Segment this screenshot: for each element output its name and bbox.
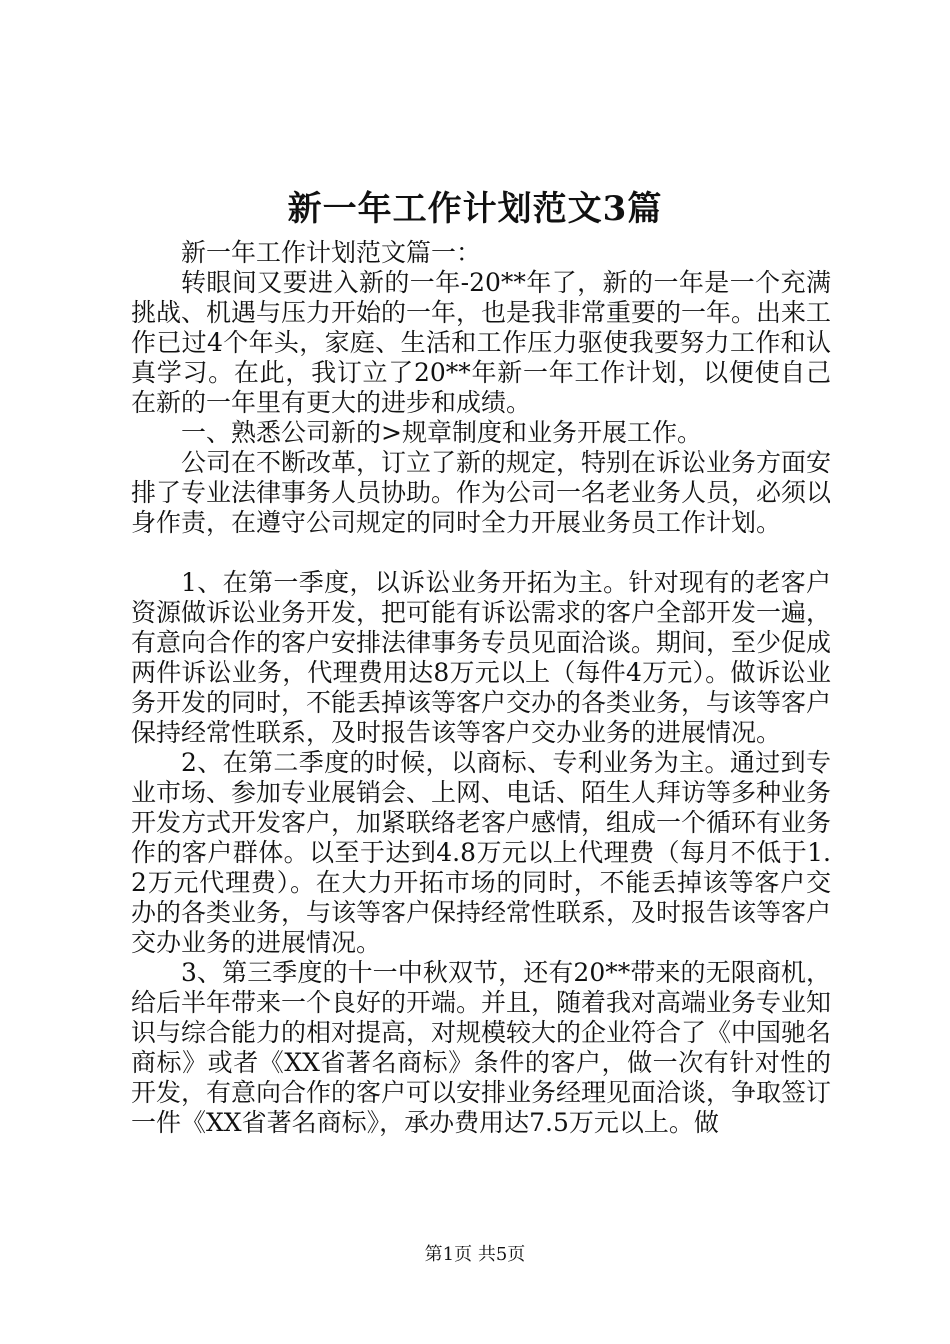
paragraph: 2、在第二季度的时候，以商标、专利业务为主。通过到专业市场、参加专业展销会、上网、电话、陌生人拜访等多种业务开发方式开发客户，加紧联络老客户感情，组成一个循环有业务作的客户群体。以至于达到4.8万元以上代理费（每月不低于1.2万元代理费）。在大力开拓市场的同时，不能丢掉该等客户交办的各类业务，与该等客户保持经常性联系，及时报告该等客户交办业务的进展情况。 bbox=[131, 748, 832, 957]
paragraph: 转眼间又要进入新的一年-20**年了，新的一年是一个充满挑战、机遇与压力开始的一年，也是我非常重要的一年。出来工作已过4个年头，家庭、生活和工作压力驱使我要努力工作和认真学习。在此，我订立了20**年新一年工作计划，以便使自己在新的一年里有更大的进步和成绩。 bbox=[131, 268, 832, 417]
document-title: 新一年工作计划范文3篇 bbox=[287, 189, 663, 229]
section-heading: 新一年工作计划范文篇一： bbox=[181, 238, 482, 267]
page-footer: 第1页 共5页 bbox=[424, 1244, 526, 1265]
paragraph: 1、在第一季度，以诉讼业务开拓为主。针对现有的老客户资源做诉讼业务开发，把可能有诉讼需求的客户全部开发一遍，有意向合作的客户安排法律事务专员见面洽谈。期间，至少促成两件诉讼业务，代理费用达8万元以上（每件4万元）。做诉讼业务开发的同时，不能丢掉该等客户交办的各类业务，与该等客户保持经常性联系，及时报告该等客户交办业务的进展情况。 bbox=[131, 568, 832, 747]
paragraph: 公司在不断改革，订立了新的规定，特别在诉讼业务方面安排了专业法律事务人员协助。作为公司一名老业务人员，必须以身作责，在遵守公司规定的同时全力开展业务员工作计划。 bbox=[131, 448, 832, 537]
document-body bbox=[131, 238, 831, 1138]
paragraph: 3、第三季度的十一中秋双节，还有20**带来的无限商机，给后半年带来一个良好的开端。并且，随着我对高端业务专业知识与综合能力的相对提高，对规模较大的企业符合了《中国驰名商标》或者《XX省著名商标》条件的客户，做一次有针对性的开发，有意向合作的客户可以安排业务经理见面洽谈，争取签订一件《XX省著名商标》，承办费用达7.5万元以上。做 bbox=[131, 958, 832, 1137]
section-heading: 一、熟悉公司新的>规章制度和业务开展工作。 bbox=[181, 418, 702, 447]
